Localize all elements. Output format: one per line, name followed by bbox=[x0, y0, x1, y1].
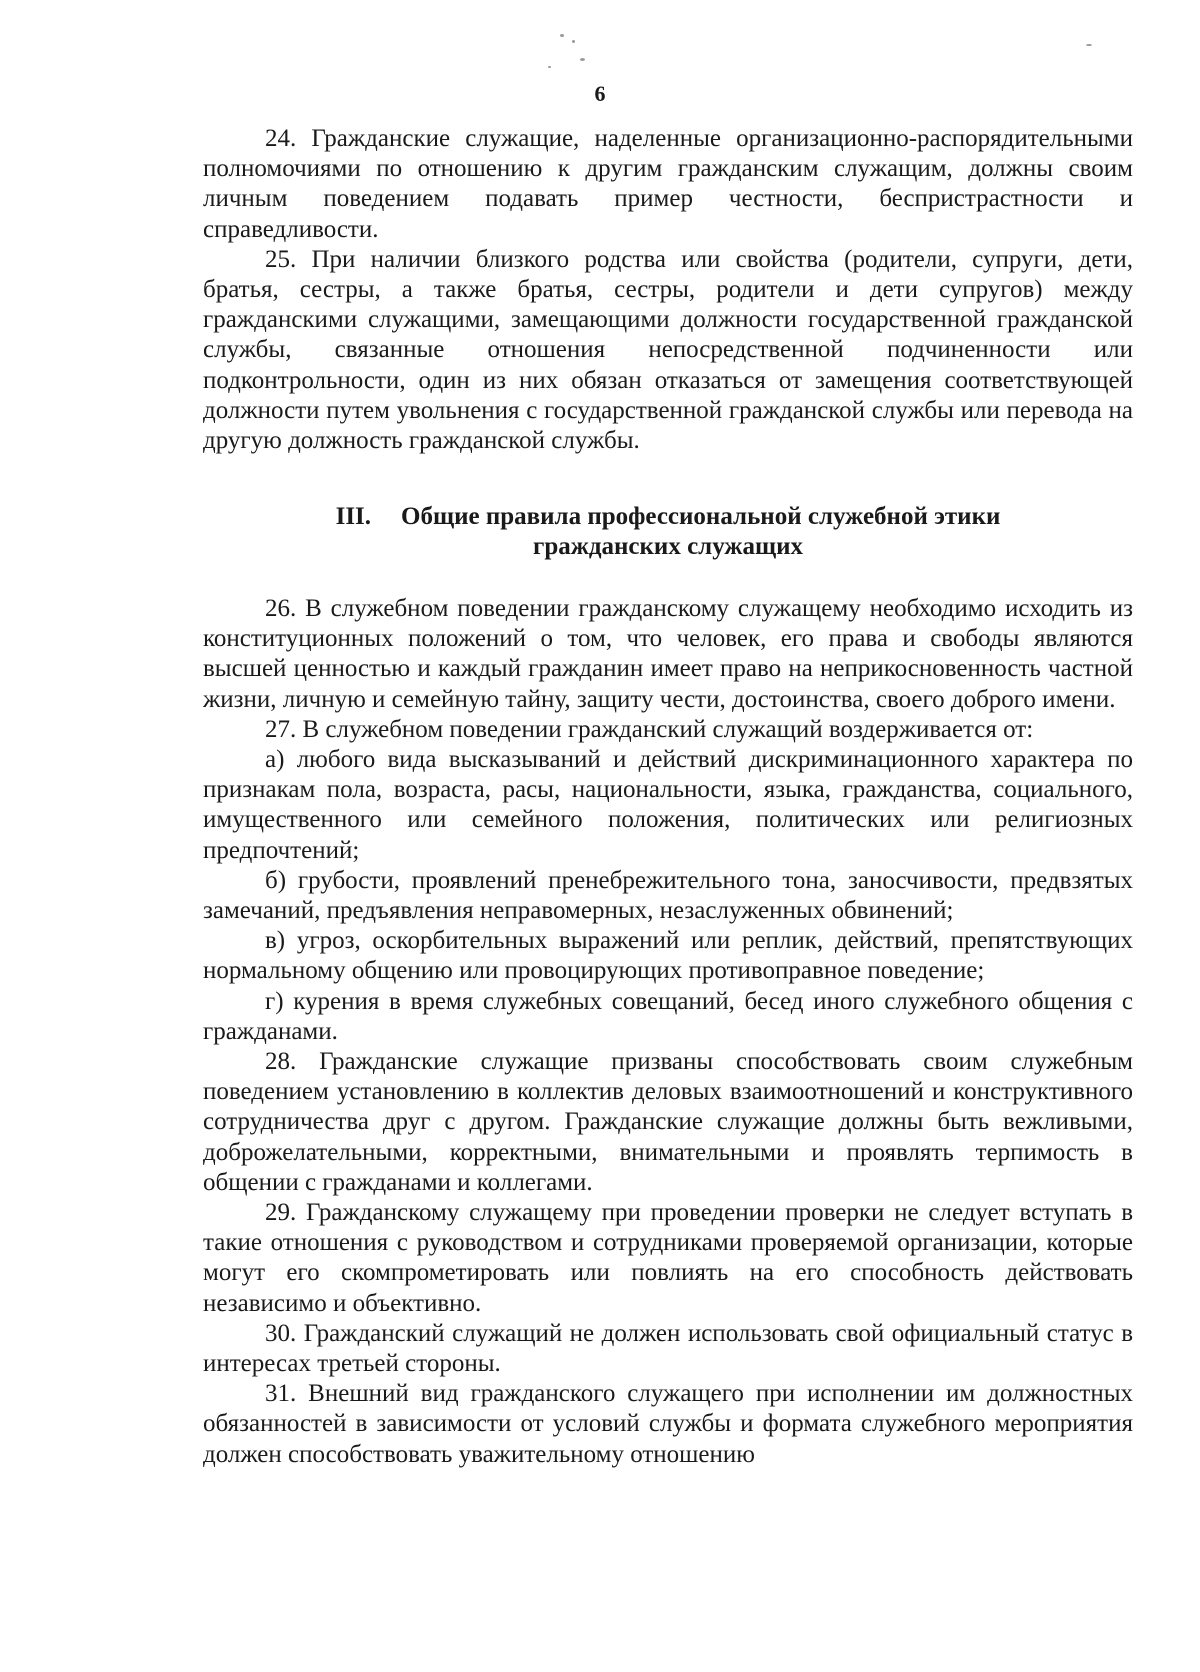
subitem-a: а) любого вида высказываний и действий дискриминационного характера по признакам пола, возраста, расы, национальности, языка, гражданства, социального, имущественного или семейного положения, политических или религиозных предпочтений; bbox=[203, 746, 1133, 864]
paragraph-27: 27. В служебном поведении гражданский служащий воздерживается от: bbox=[265, 715, 1034, 743]
text-block-bottom bbox=[203, 594, 1133, 1470]
paragraph-30: 30. Гражданский служащий не должен использовать свой официальный статус в интересах третьей стороны. bbox=[203, 1319, 1133, 1378]
scan-speck bbox=[560, 34, 564, 37]
section-title-line1: Общие правила профессиональной служебной этики bbox=[401, 503, 1001, 530]
section-title-line2: гражданских служащих bbox=[532, 533, 804, 560]
paragraph-31: 31. Внешний вид гражданского служащего при исполнении им должностных обязанностей в зависимости от условий службы и формата служебного мероприятия должен способствовать уважительному отношению bbox=[203, 1380, 1133, 1468]
paragraph-25: 25. При наличии близкого родства или свойства (родители, супруги, дети, братья, сестры, а также братья, сестры, родители и дети супругов) между гражданскими служащими, замещающими должности государственной гражданской службы, связанные отношения непосредственной подчиненности или подконтрольности, один из них обязан отказаться от замещения соответствующей должности путем увольнения с государственной гражданской службы или перевода на другую должность гражданской службы. bbox=[203, 245, 1133, 455]
page-number: 6 bbox=[594, 81, 606, 106]
scan-speck bbox=[580, 58, 585, 61]
text-block-top bbox=[203, 124, 1133, 456]
scan-speck bbox=[548, 66, 551, 68]
subitem-v: в) угроз, оскорбительных выражений или реплик, действий, препятствующих нормальному общению или провоцирующих противоправное поведение; bbox=[203, 927, 1133, 985]
section-heading-line1 bbox=[203, 502, 1133, 532]
paragraph-28: 28. Гражданские служащие призваны способствовать своим служебным поведением установлению в коллектив деловых взаимоотношений и конструктивного сотрудничества друг с другом. Гражданские служащие должны быть вежливыми, доброжелательными, корректными, внимательными и проявлять терпимость в общении с гражданами и коллегами. bbox=[203, 1048, 1133, 1196]
section-heading bbox=[203, 502, 1133, 562]
paragraph-29: 29. Гражданскому служащему при проведении проверки не следует вступать в такие отношения с руководством и сотрудниками проверяемой организации, которые могут его скомпрометировать или повлиять на его способность действовать независимо и объективно. bbox=[203, 1199, 1133, 1317]
paragraph-24: 24. Гражданские служащие, наделенные организационно-распорядительными полномочиями по отношению к другим гражданским служащим, должны своим личным поведением подавать пример честности, беспристрастности и справедливости. bbox=[203, 125, 1133, 243]
section-number: III. bbox=[335, 503, 372, 530]
paragraph-26: 26. В служебном поведении гражданскому служащему необходимо исходить из конституционных положений о том, что человек, его права и свободы являются высшей ценностью и каждый гражданин имеет право на неприкосновенность частной жизни, личную и семейную тайну, защиту чести, достоинства, своего доброго имени. bbox=[203, 595, 1133, 713]
subitem-b: б) грубости, проявлений пренебрежительного тона, заносчивости, предвзятых замечаний, предъявления неправомерных, незаслуженных обвинений; bbox=[203, 866, 1133, 925]
subitem-g: г) курения в время служебных совещаний, бесед иного служебного общения с гражданами. bbox=[203, 987, 1133, 1045]
scan-speck bbox=[572, 40, 575, 43]
scan-speck bbox=[1086, 44, 1092, 46]
